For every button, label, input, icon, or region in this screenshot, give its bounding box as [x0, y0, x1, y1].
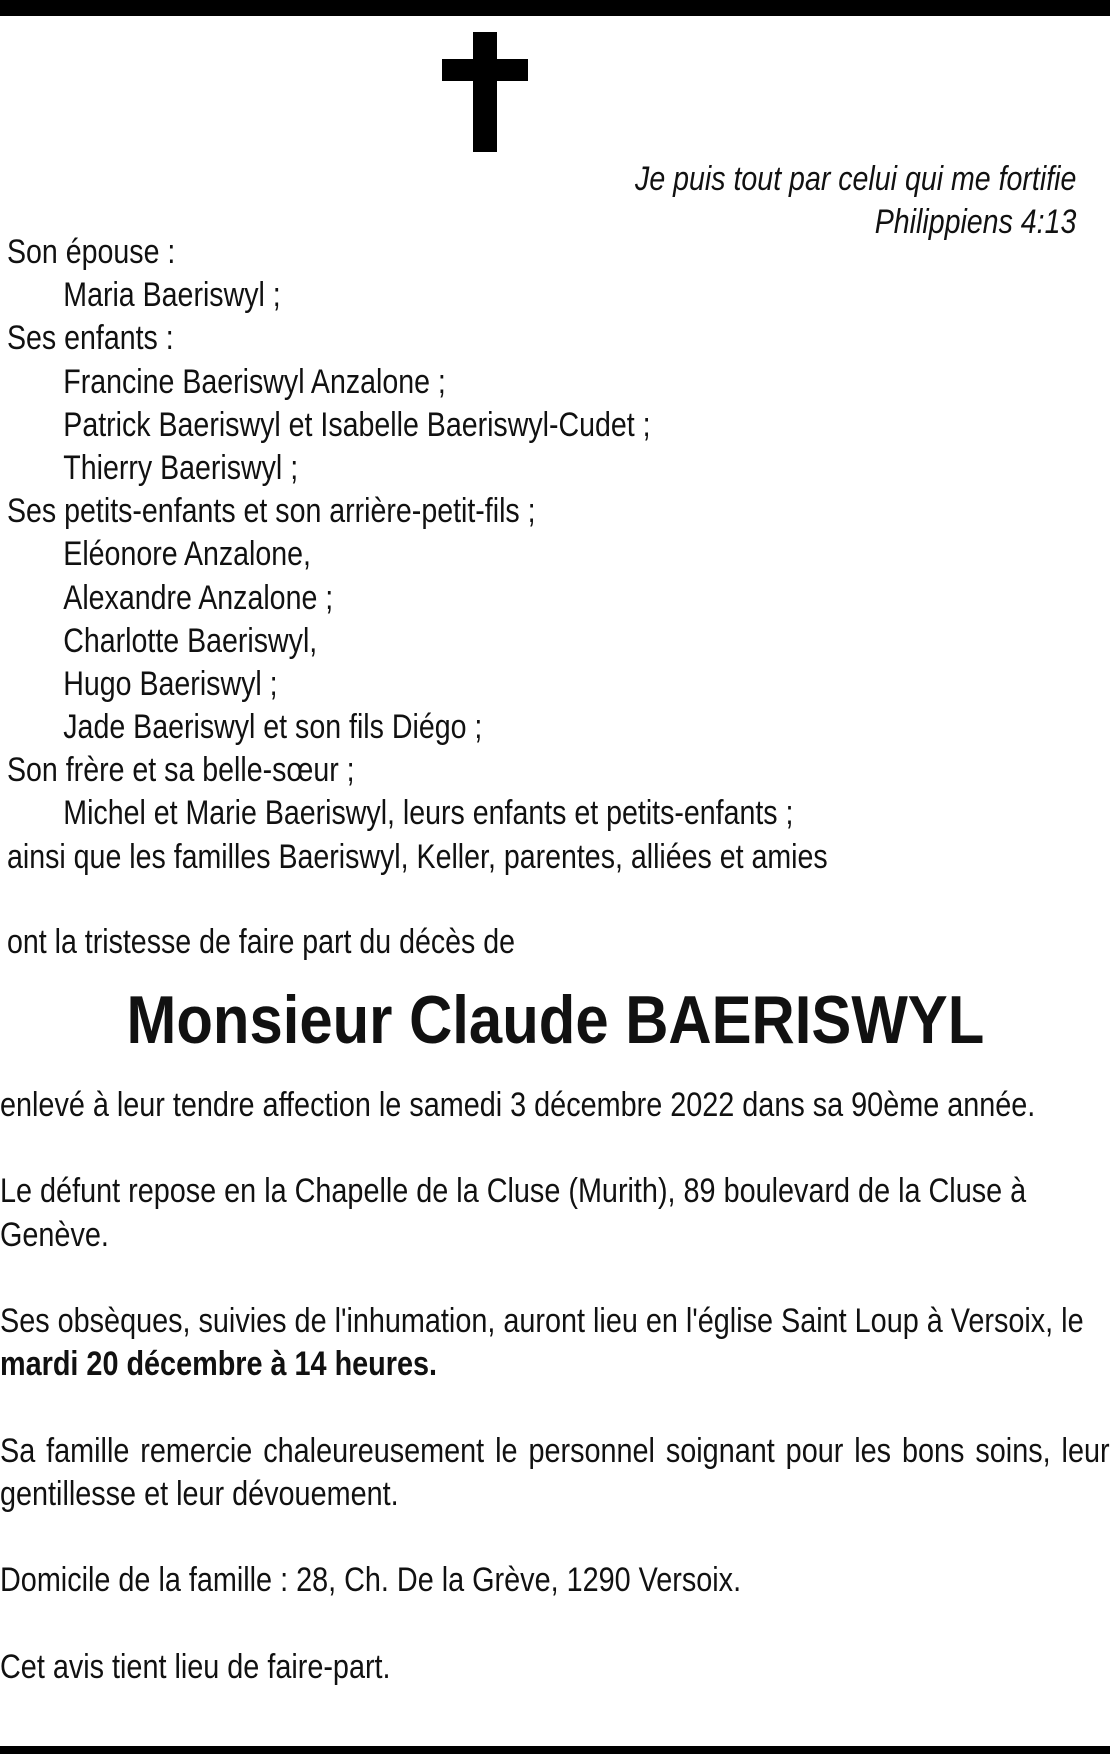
- family-member: Maria Baeriswyl ;: [63, 276, 281, 315]
- family-member: Francine Baeriswyl Anzalone ;: [63, 362, 446, 401]
- cross-icon: [442, 32, 528, 152]
- funeral-paragraph: [0, 1300, 1110, 1386]
- deceased-name-text: Monsieur Claude BAERISWYL: [126, 982, 984, 1058]
- family-member: Thierry Baeriswyl ;: [63, 448, 299, 487]
- funeral-text: Ses obsèques, suivies de l'inhumation, auront lieu en l'église Saint Loup à Versoix, le: [0, 1301, 1084, 1340]
- family-heading: ainsi que les familles Baeriswyl, Keller, parentes, alliées et amies: [7, 837, 828, 876]
- announcement-intro: ont la tristesse de faire part du décès de: [7, 923, 516, 961]
- epigraph-reference: Philippiens 4:13: [874, 203, 1076, 241]
- thanks-paragraph: Sa famille remercie chaleureusement le personnel soignant pour les bons soins, leur gentillesse et leur dévouement.: [0, 1431, 1110, 1513]
- bottom-rule: [0, 1746, 1110, 1754]
- family-member: Charlotte Baeriswyl,: [63, 621, 318, 660]
- family-member: Hugo Baeriswyl ;: [63, 664, 278, 703]
- top-rule: [0, 0, 1110, 16]
- family-list: [7, 231, 828, 879]
- family-heading: Son épouse :: [7, 233, 176, 271]
- deceased-name: [0, 980, 1110, 1060]
- family-heading: Ses enfants :: [7, 319, 174, 358]
- epigraph-quote: Je puis tout par celui qui me fortifie: [634, 160, 1076, 198]
- funeral-date: mardi 20 décembre à 14 heures.: [0, 1345, 438, 1384]
- family-heading: Ses petits-enfants et son arrière-petit-fils ;: [7, 492, 536, 531]
- family-heading: Son frère et sa belle-sœur ;: [7, 751, 355, 790]
- domicile-paragraph: Domicile de la famille : 28, Ch. De la Grève, 1290 Versoix.: [0, 1561, 742, 1600]
- affection-paragraph: enlevé à leur tendre affection le samedi 3 décembre 2022 dans sa 90ème année.: [0, 1086, 1036, 1124]
- family-member: Michel et Marie Baeriswyl, leurs enfants et petits-enfants ;: [63, 794, 794, 833]
- family-member: Patrick Baeriswyl et Isabelle Baeriswyl-Cudet ;: [63, 405, 651, 444]
- family-member: Alexandre Anzalone ;: [63, 578, 334, 617]
- closing-paragraph: Cet avis tient lieu de faire-part.: [0, 1647, 391, 1686]
- announcement-body: [0, 1084, 1110, 1732]
- chapel-paragraph: Le défunt repose en la Chapelle de la Cluse (Murith), 89 boulevard de la Cluse à Genève.: [0, 1172, 1027, 1254]
- family-member: Jade Baeriswyl et son fils Diégo ;: [63, 708, 483, 747]
- family-member: Eléonore Anzalone,: [63, 535, 312, 574]
